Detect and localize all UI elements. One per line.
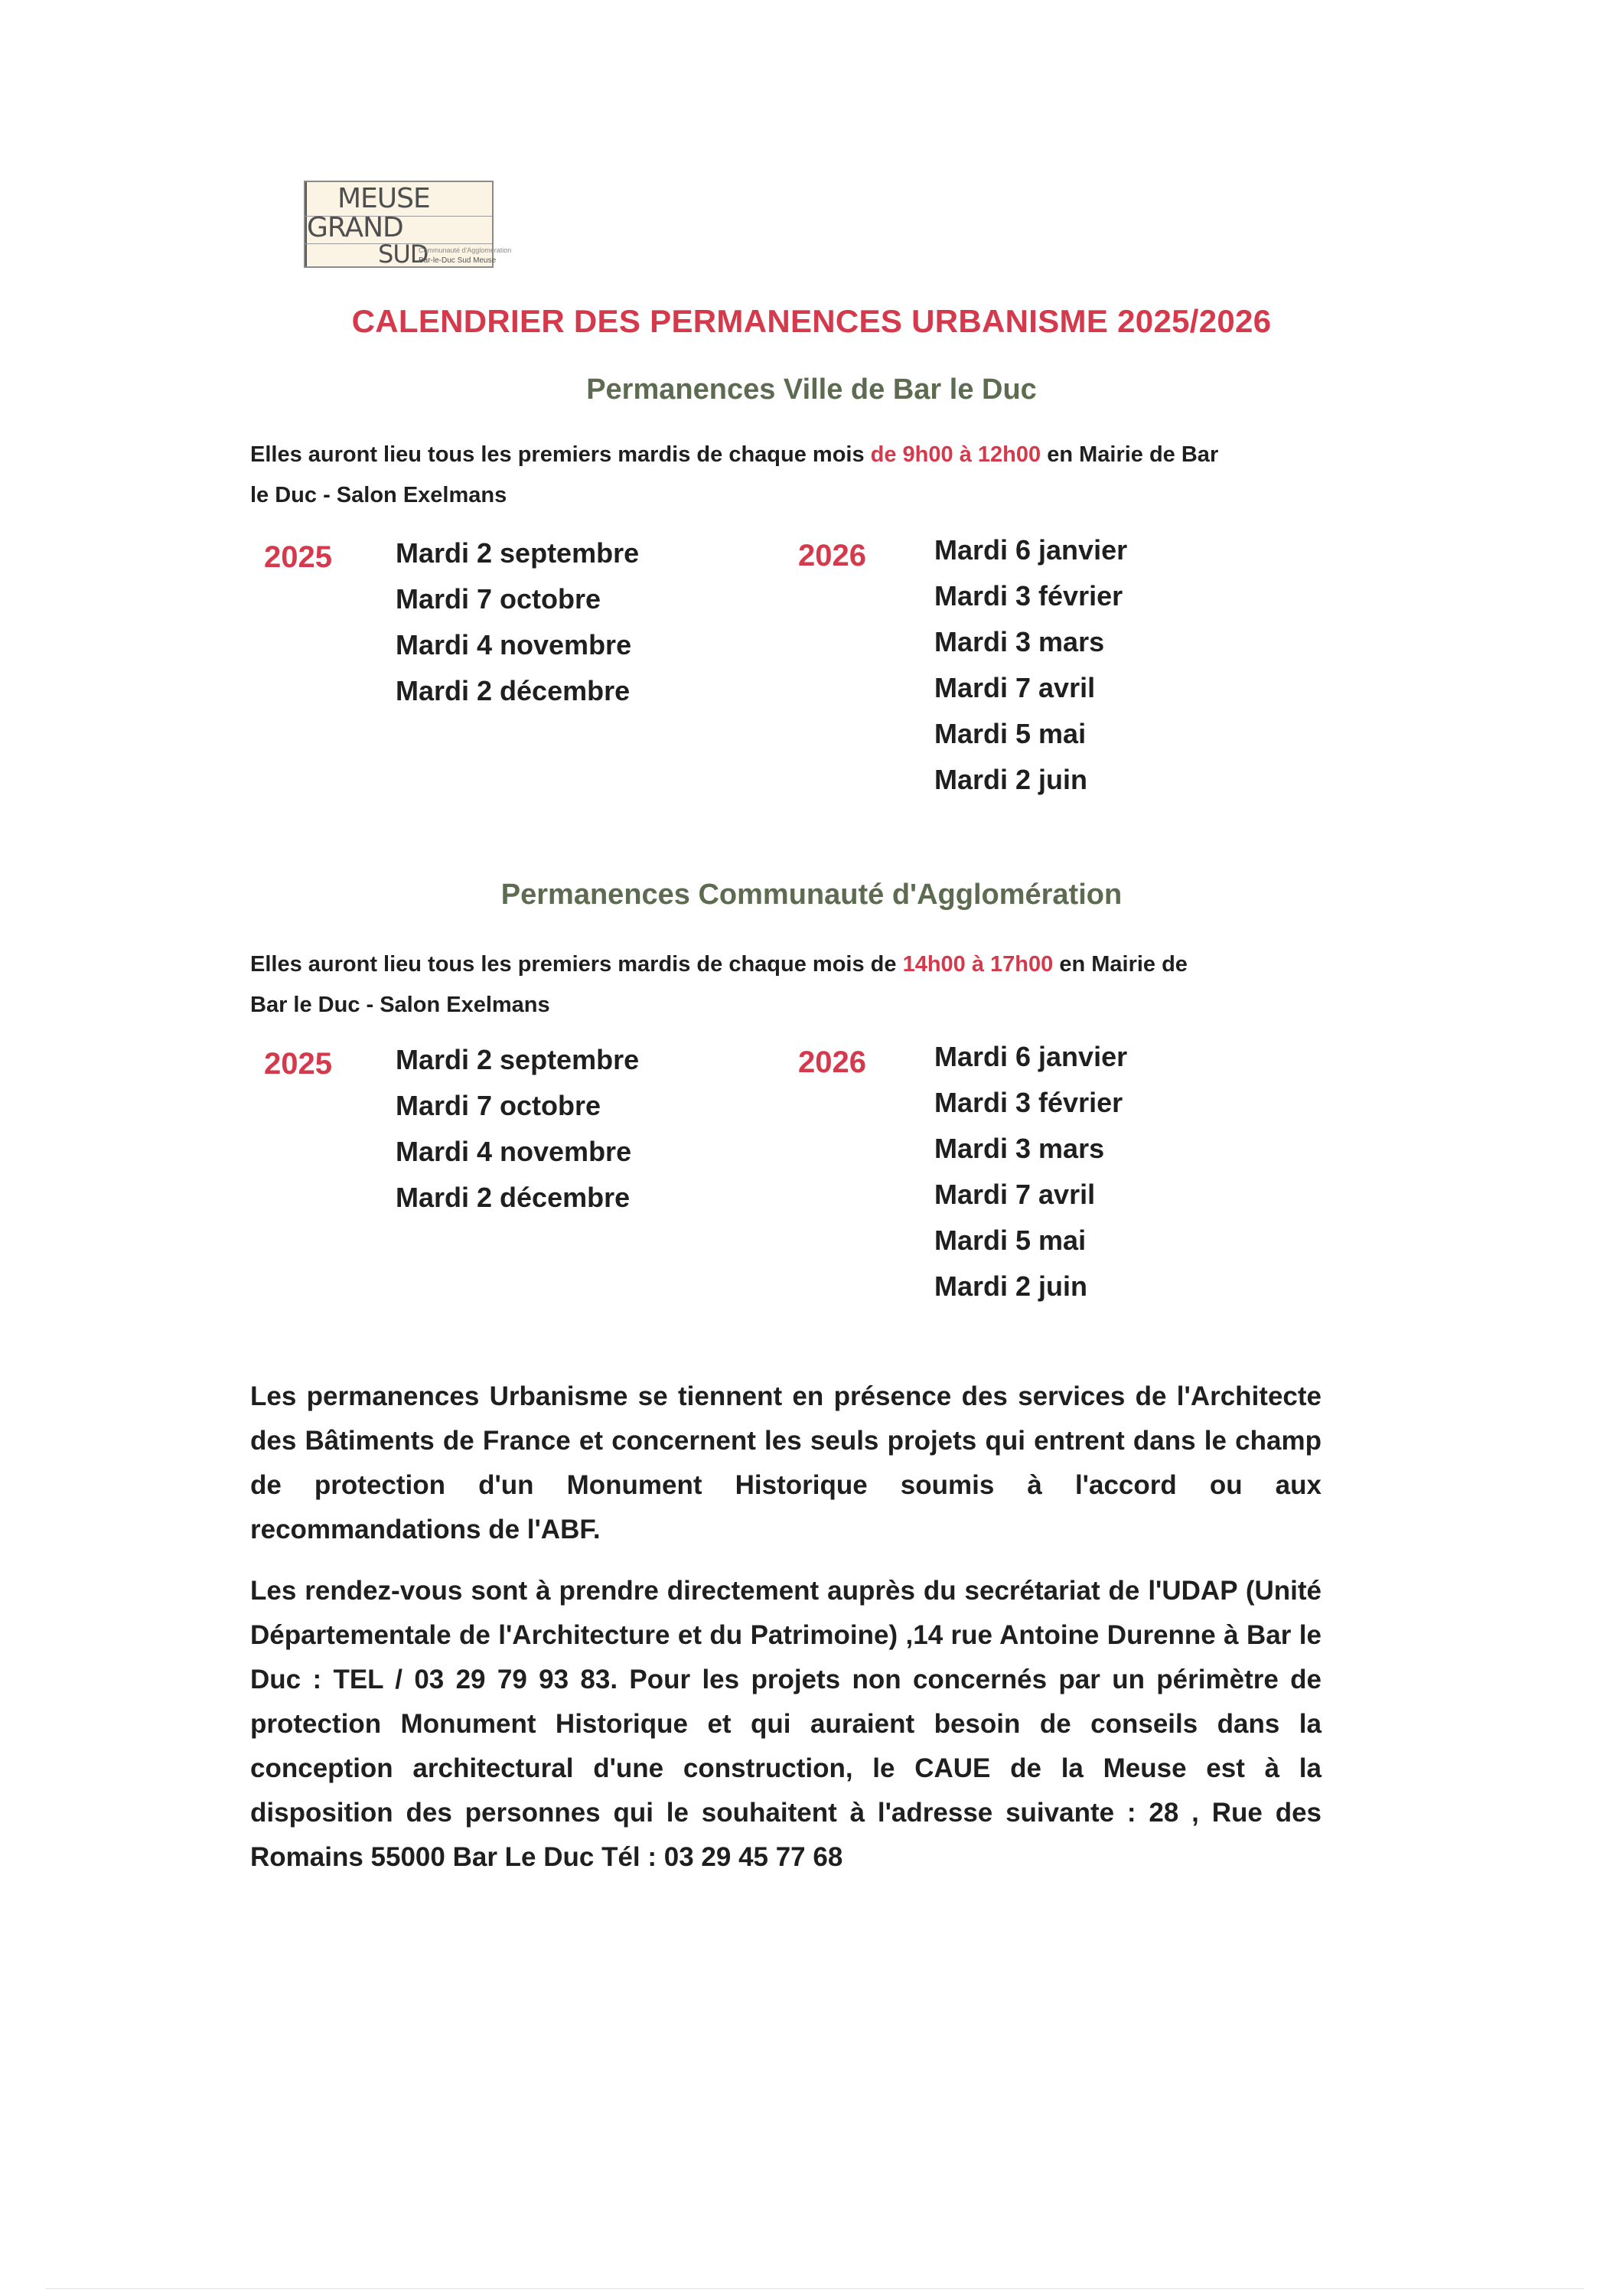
section2-intro-time: 14h00 à 17h00 bbox=[902, 952, 1054, 977]
logo-tagline: Communauté d'Agglomération bbox=[419, 246, 512, 254]
section1-intro bbox=[250, 435, 1322, 516]
date-item: Mardi 7 avril bbox=[934, 1179, 1096, 1210]
date-item: Mardi 3 février bbox=[934, 1087, 1123, 1118]
section2-heading: Permanences Communauté d'Agglomération bbox=[500, 879, 1123, 911]
paragraph-abf: Les permanences Urbanisme se tiennent en présence des services de l'Architecte des Bâtiments de France et concernent les seuls projets qui entrent dans le champ de protection d'un Monument Historique soumis à l'accord ou aux recommandations de l'ABF. bbox=[250, 1381, 1322, 1544]
date-item: Mardi 7 octobre bbox=[396, 583, 601, 615]
section1-heading: Permanences Ville de Bar le Duc bbox=[586, 373, 1037, 406]
logo bbox=[304, 181, 512, 269]
logo-word-meuse: MEUSE bbox=[337, 183, 430, 214]
section2-dates-2026 bbox=[934, 1034, 1127, 1309]
paragraph-contact: Les rendez-vous sont à prendre directement auprès du secrétariat de l'UDAP (Unité Départementale de l'Architecture et du Patrimoine) ,14 rue Antoine Durenne à Bar le Duc : TEL / 03 29 79 93 83. Pour les projets non concernés par un périmètre de protection Monument Historique et qui auraient besoin de conseils dans la conception architectural d'une construction, le CAUE de la Meuse est à la disposition des personnes qui le souhaitent à l'adresse suivante : 28 , Rue des Romains 55000 Bar Le Duc Tél : 03 29 45 77 68 bbox=[250, 1576, 1322, 1872]
date-item: Mardi 5 mai bbox=[934, 718, 1087, 749]
date-item: Mardi 4 novembre bbox=[396, 1136, 632, 1167]
date-item: Mardi 7 octobre bbox=[396, 1090, 601, 1121]
date-item: Mardi 6 janvier bbox=[934, 1041, 1128, 1072]
date-item: Mardi 2 décembre bbox=[396, 675, 631, 706]
page-edge-line bbox=[46, 2288, 1584, 2289]
date-item: Mardi 2 juin bbox=[934, 764, 1088, 795]
section2-dates-2025 bbox=[396, 1037, 639, 1221]
date-item: Mardi 2 décembre bbox=[396, 1182, 631, 1213]
date-item: Mardi 4 novembre bbox=[396, 629, 632, 660]
section2-intro-text: Elles auront lieu tous les premiers mardis de chaque mois de bbox=[250, 952, 903, 977]
logo-word-grand: GRAND bbox=[307, 212, 403, 243]
section1-dates-2026 bbox=[934, 527, 1127, 803]
date-item: Mardi 5 mai bbox=[934, 1225, 1087, 1256]
section2-intro bbox=[250, 944, 1322, 1026]
section1-year-2026: 2026 bbox=[798, 539, 866, 572]
date-item: Mardi 3 février bbox=[934, 580, 1123, 612]
logo-place: Bar-le-Duc Sud Meuse bbox=[419, 256, 497, 265]
date-item: Mardi 2 septembre bbox=[396, 537, 640, 569]
date-item: Mardi 2 juin bbox=[934, 1270, 1088, 1302]
section1-intro-time: de 9h00 à 12h00 bbox=[870, 442, 1041, 467]
logo-word-sud: SUD bbox=[378, 240, 429, 269]
section1-year-2025: 2025 bbox=[264, 540, 332, 574]
section2-year-2025: 2025 bbox=[264, 1047, 332, 1081]
section1-intro-location: en Mairie de Bar bbox=[1041, 442, 1219, 467]
page-title: CALENDRIER DES PERMANENCES URBANISME 2025/2026 bbox=[351, 303, 1272, 339]
section1-intro-text: Elles auront lieu tous les premiers mardis de chaque mois bbox=[250, 442, 871, 467]
section2-intro-line1 bbox=[250, 944, 1322, 985]
section1-dates-2025 bbox=[396, 530, 639, 714]
date-item: Mardi 6 janvier bbox=[934, 534, 1128, 566]
section2-intro-line2: Bar le Duc - Salon Exelmans bbox=[250, 993, 550, 1017]
section1-intro-line2: le Duc - Salon Exelmans bbox=[250, 483, 507, 507]
date-item: Mardi 3 mars bbox=[934, 1133, 1105, 1164]
section2-intro-location: en Mairie de bbox=[1053, 952, 1188, 977]
section1-intro-line1 bbox=[250, 435, 1322, 475]
date-item: Mardi 7 avril bbox=[934, 672, 1096, 703]
section2-year-2026: 2026 bbox=[798, 1045, 866, 1079]
date-item: Mardi 3 mars bbox=[934, 626, 1105, 657]
date-item: Mardi 2 septembre bbox=[396, 1044, 640, 1075]
